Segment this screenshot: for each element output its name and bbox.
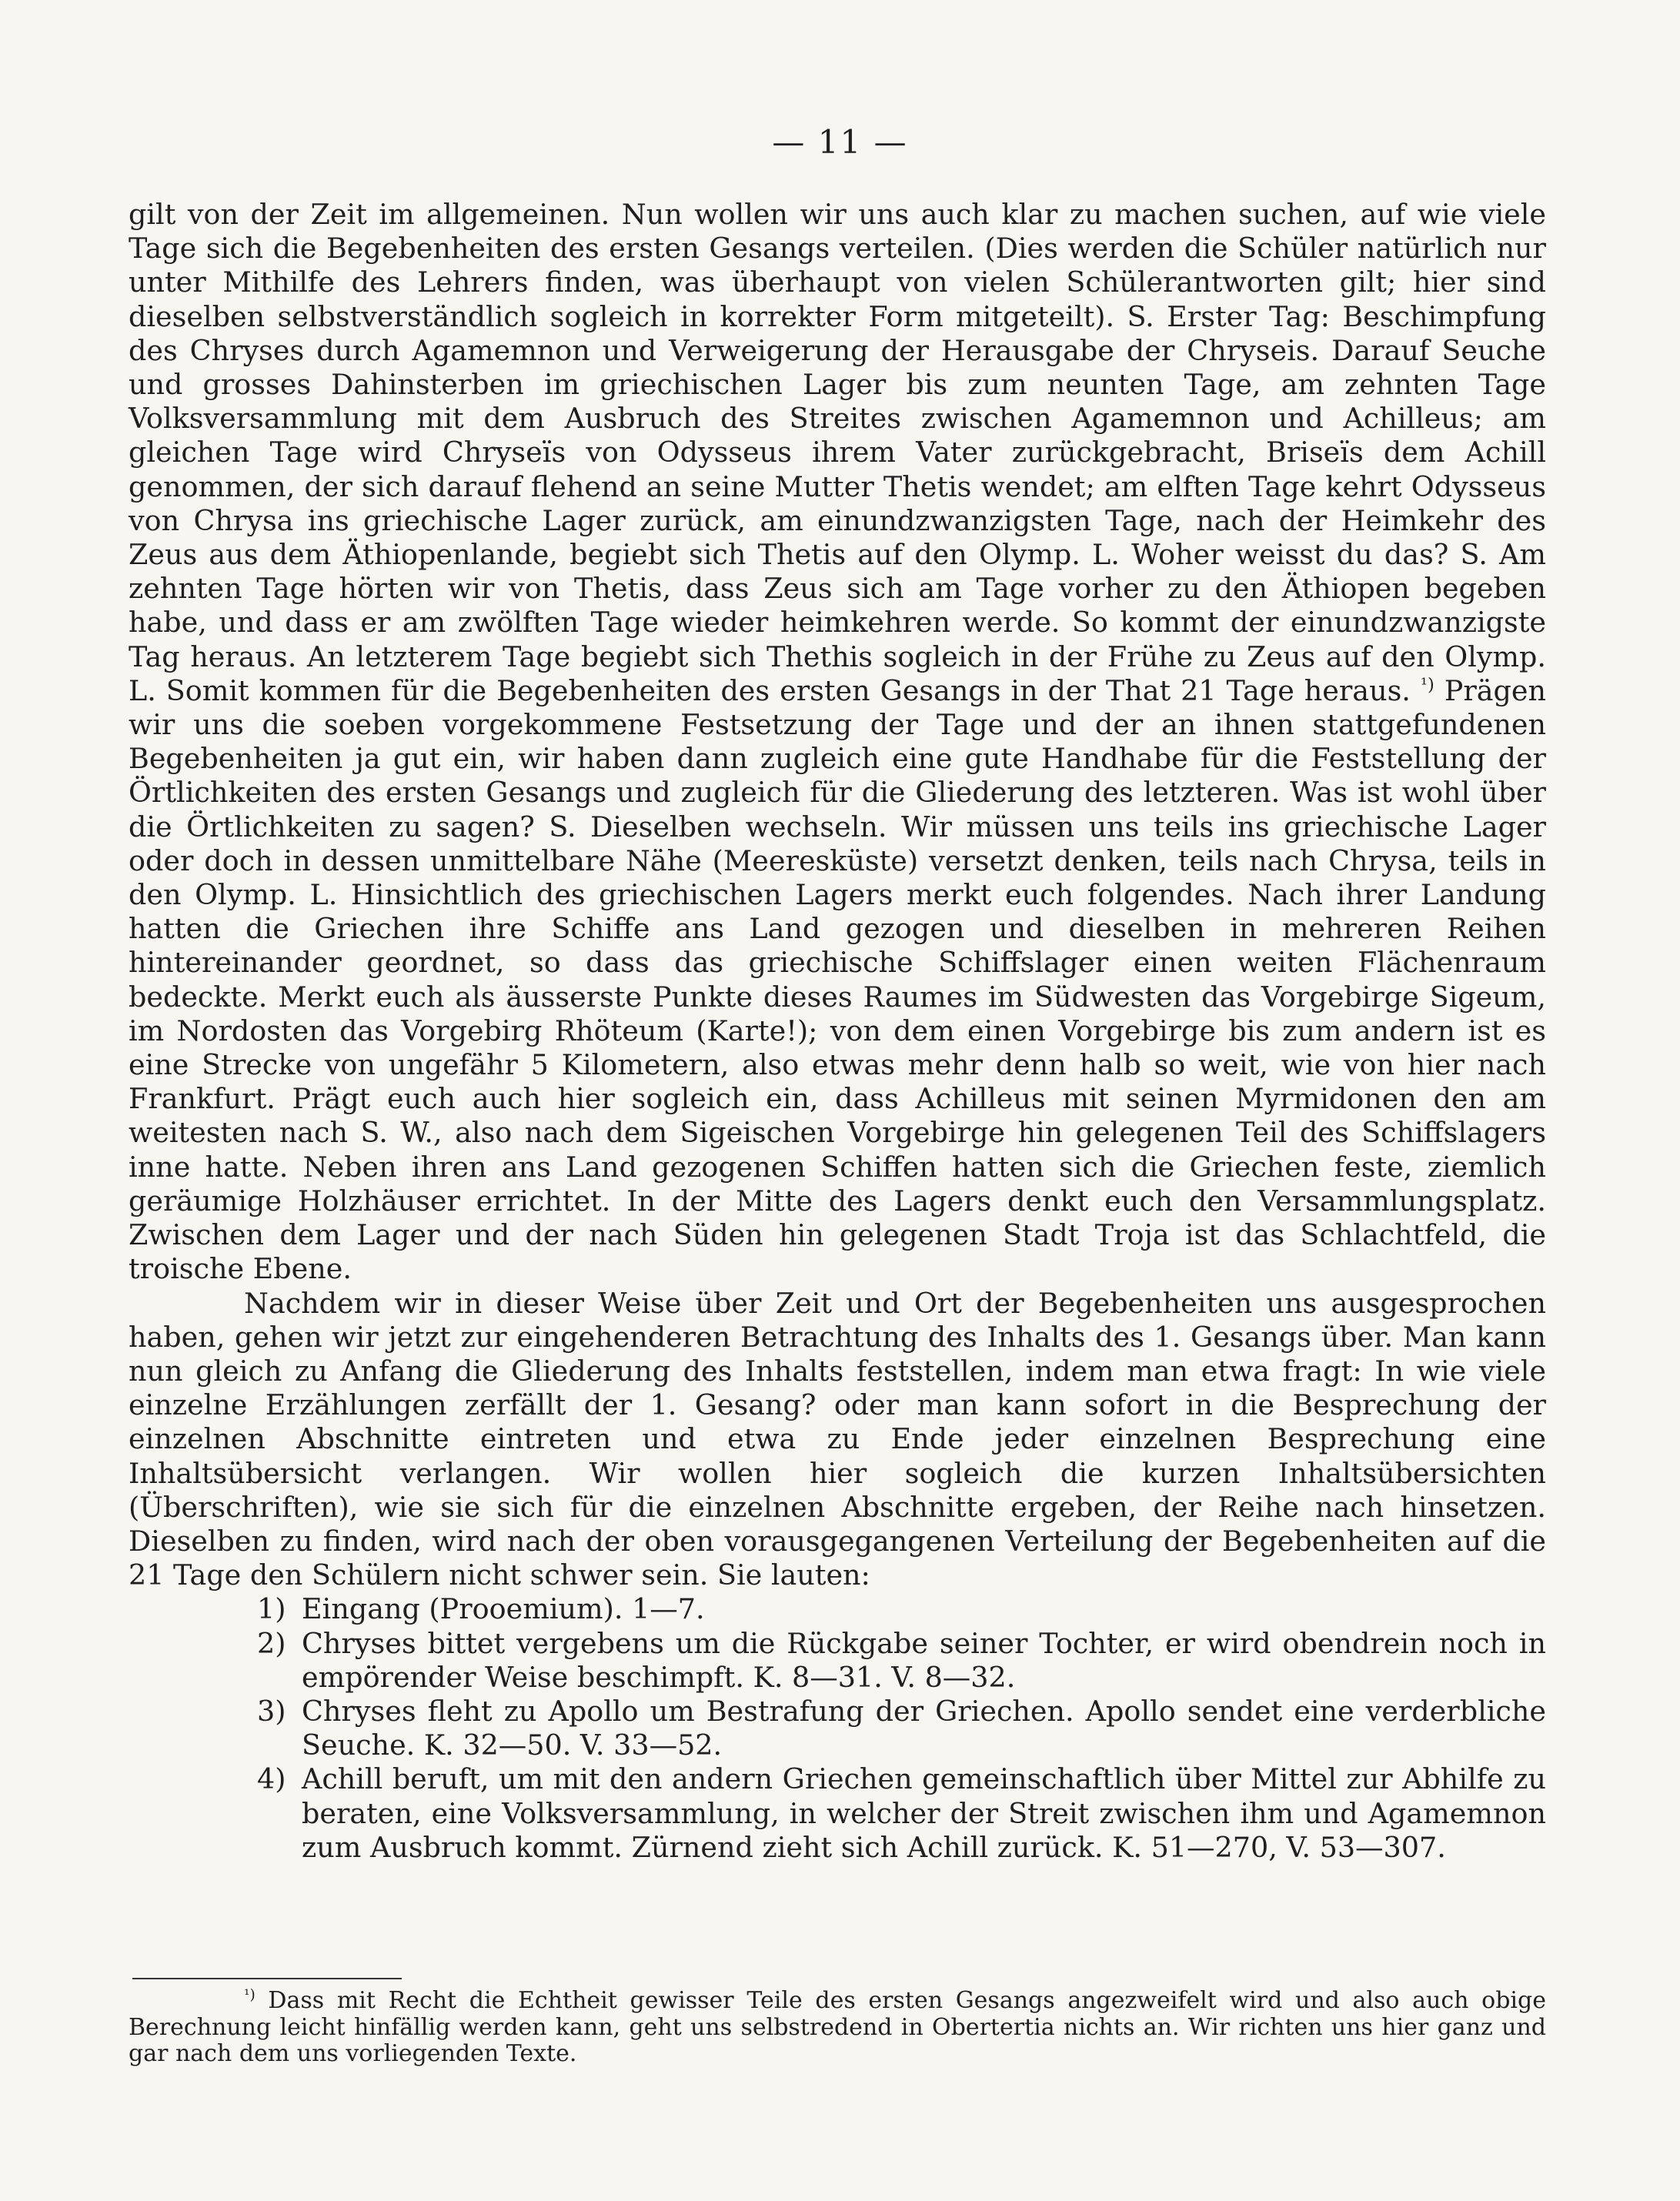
footnote-divider — [132, 1978, 402, 1979]
list-item-number: 4) — [257, 1762, 286, 1796]
footnote-reference: ¹) — [1420, 674, 1435, 695]
section-list — [129, 1592, 1546, 1865]
body-text — [129, 198, 1546, 1865]
list-item-text: Chryses fleht zu Apollo um Bestrafung der Griechen. Apollo sendet eine verderbliche Seuche. K. 32—50. V. 33—52. — [302, 1694, 1546, 1762]
footnote-marker: ¹) — [244, 1987, 256, 2003]
page-number: — 11 — — [772, 123, 908, 161]
footnote — [129, 1988, 1546, 2068]
list-item-text: Eingang (Prooemium). 1—7. — [302, 1592, 705, 1626]
footnote-text: Dass mit Recht die Echtheit gewisser Teile des ersten Gesangs angezweifelt wird und also auch obige Berechnung leicht hinfällig werden kann, geht uns selbstredend in Obertertia nichts an. Wir richten uns hier ganz und gar nach dem uns vorliegenden Texte. — [129, 1987, 1546, 2067]
list-item-text: Achill beruft, um mit den andern Griechen gemeinschaftlich über Mittel zur Abhilfe zu beraten, eine Volksversammlung, in welcher der Streit zwischen ihm und Agamemnon zum Ausbruch kommt. Zürnend zieht sich Achill zurück. K. 51—270, V. 53—307. — [302, 1762, 1546, 1864]
paragraph-2: Nachdem wir in dieser Weise über Zeit und Ort der Begebenheiten uns ausgesprochen haben, gehen wir jetzt zur eingehenderen Betrachtung des Inhalts des 1. Gesangs über. Man kann nun gleich zu Anfang die Gliederung des Inhalts feststellen, indem man etwa fragt: In wie viele einzelne Erzählungen zerfällt der 1. Gesang? oder man kann sofort in die Besprechung der einzelnen Abschnitte eintreten und etwa zu Ende jeder einzelnen Besprechung eine Inhaltsübersicht verlangen. Wir wollen hier sogleich die kurzen Inhaltsübersichten (Überschriften), wie sie sich für die einzelnen Abschnitte ergeben, der Reihe nach hinsetzen. Dieselben zu finden, wird nach der oben vorausgegangenen Verteilung der Begebenheiten auf die 21 Tage den Schülern nicht schwer sein. Sie lauten: — [129, 1286, 1546, 1592]
list-item — [129, 1592, 1546, 1626]
list-item — [129, 1762, 1546, 1865]
list-item-number: 3) — [257, 1694, 286, 1728]
paragraph-1 — [129, 198, 1546, 1287]
list-item — [129, 1695, 1546, 1762]
list-item-number: 1) — [257, 1592, 286, 1626]
list-item-text: Chryses bittet vergebens um die Rückgabe seiner Tochter, er wird obendrein noch in empörender Weise beschimpft. K. 8—31. V. 8—32. — [302, 1626, 1546, 1694]
paragraph-1-text: gilt von der Zeit im allgemeinen. Nun wollen wir uns auch klar zu machen suchen, auf wie viele Tage sich die Begebenheiten des ersten Gesangs verteilen. (Dies werden die Schüler natürlich nur unter Mithilfe des Lehrers finden, was überhaupt von vielen Schülerantworten gilt; hier sind dieselben selbstverständlich sogleich in korrekter Form mitgeteilt). S. Erster Tag: Beschimpfung des Chryses durch Agamemnon und Verweigerung der Herausgabe der Chryseis. Darauf Seuche und grosses Dahinsterben im griechischen Lager bis zum neunten Tage, am zehnten Tage Volksversammlung mit dem Ausbruch des Streites zwischen Agamemnon und Achilleus; am gleichen Tage wird Chryseïs von Odysseus ihrem Vater zurückgebracht, Briseïs dem Achill genommen, der sich darauf flehend an seine Mutter Thetis wendet; am elften Tage kehrt Odysseus von Chrysa ins griechische Lager zurück, am einundzwanzigsten Tage, nach der Heimkehr des Zeus aus dem Äthiopenlande, begiebt sich Thetis auf den Olymp. L. Woher weisst du das? S. Am zehnten Tage hörten wir von Thetis, dass Zeus sich am Tage vorher zu den Äthiopen begeben habe, und dass er am zwölften Tage wieder heimkehren werde. So kommt der einundzwanzigste Tag heraus. An letzterem Tage begiebt sich Thethis sogleich in der Frühe zu Zeus auf den Olymp. L. Somit kommen für die Begebenheiten des ersten Gesangs in der That 21 Tage heraus. — [129, 198, 1546, 707]
list-item-number: 2) — [257, 1626, 286, 1660]
list-item — [129, 1627, 1546, 1695]
paragraph-1-continuation: Prägen wir uns die soeben vorgekommene Festsetzung der Tage und der an ihnen stattgefundenen Begebenheiten ja gut ein, wir haben dann zugleich eine gute Handhabe für die Feststellung der Örtlichkeiten des ersten Gesangs und zugleich für die Gliederung des letzteren. Was ist wohl über die Örtlichkeiten zu sagen? S. Dieselben wechseln. Wir müssen uns teils ins griechische Lager oder doch in dessen unmittelbare Nähe (Meeresküste) versetzt denken, teils nach Chrysa, teils in den Olymp. L. Hinsichtlich des griechischen Lagers merkt euch folgendes. Nach ihrer Landung hatten die Griechen ihre Schiffe ans Land gezogen und dieselben in mehreren Reihen hintereinander geordnet, so dass das griechische Schiffslager einen weiten Flächenraum bedeckte. Merkt euch als äusserste Punkte dieses Raumes im Südwesten das Vorgebirge Sigeum, im Nordosten das Vorgebirg Rhöteum (Karte!); von dem einen Vorgebirge bis zum andern ist es eine Strecke von ungefähr 5 Kilometern, also etwas mehr denn halb so weit, wie von hier nach Frankfurt. Prägt euch auch hier sogleich ein, dass Achilleus mit seinen Myrmidonen den am weitesten nach S. W., also nach dem Sigeischen Vorgebirge hin gelegenen Teil des Schiffslagers inne hatte. Neben ihren ans Land gezogenen Schiffen hatten sich die Griechen feste, ziemlich geräumige Holzhäuser errichtet. In der Mitte des Lagers denkt euch den Versammlungsplatz. Zwischen dem Lager und der nach Süden hin gelegenen Stadt Troja ist das Schlachtfeld, die troische Ebene. — [129, 673, 1547, 1286]
